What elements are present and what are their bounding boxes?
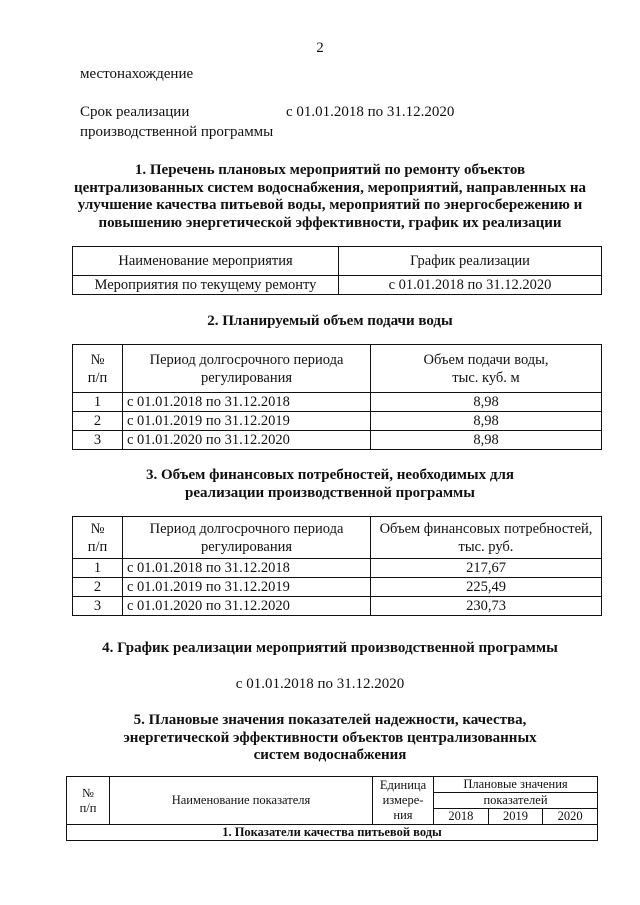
section-1-title-line: повышению энергетической эффективности, график их реализации: [98, 214, 562, 231]
row-period: с 01.01.2020 по 31.12.2020: [123, 431, 371, 450]
table-row: [73, 412, 602, 431]
section-4-period: с 01.01.2018 по 31.12.2020: [235, 676, 405, 692]
header-num: [67, 777, 110, 825]
table-row: [73, 559, 602, 578]
section-3-title-line: реализации производственной программы: [185, 484, 475, 501]
header-num-line: п/п: [87, 538, 108, 555]
page-number: 2: [316, 40, 324, 56]
measure-schedule: с 01.01.2018 по 31.12.2020: [339, 276, 602, 295]
row-value: 8,98: [371, 393, 602, 412]
section-1-title-line: улучшение качества питьевой воды, мероприятий по энергосбережению и: [77, 197, 583, 213]
table-row: [73, 431, 602, 450]
section-3-title-line: 3. Объем финансовых потребностей, необходимых для: [145, 467, 515, 483]
header-measure-name: Наименование мероприятия: [73, 247, 339, 276]
section-5-title-line: 5. Плановые значения показателей надежности, качества,: [133, 712, 527, 728]
year-2020: 2020: [543, 809, 598, 825]
section-5-title: [60, 712, 600, 765]
row-period: с 01.01.2018 по 31.12.2018: [123, 393, 371, 412]
header-period-line: Период долгосрочного периода: [149, 520, 344, 537]
section-1-title-line: централизованных систем водоснабжения, мероприятий, направленных на: [73, 179, 587, 196]
row-period: с 01.01.2019 по 31.12.2019: [123, 578, 371, 597]
section-1-title-line: 1. Перечень плановых мероприятий по ремонту объектов: [134, 162, 526, 178]
header-value: [371, 517, 602, 559]
header-unit-line: измере-: [382, 793, 424, 807]
header-value-line: тыс. куб. м: [452, 369, 520, 386]
indicators-table: [66, 776, 598, 841]
header-period: [123, 517, 371, 559]
header-num-line: п/п: [79, 800, 97, 815]
row-period: с 01.01.2019 по 31.12.2019: [123, 412, 371, 431]
finance-table: [72, 516, 602, 616]
measure-name: Мероприятия по текущему ремонту: [73, 276, 339, 295]
section-2-title: 2. Планируемый объем подачи воды: [207, 313, 453, 329]
row-period: с 01.01.2018 по 31.12.2018: [123, 559, 371, 578]
header-schedule: График реализации: [339, 247, 602, 276]
row-num: 3: [73, 597, 123, 616]
header-num-line: №: [90, 520, 105, 537]
row-value: 225,49: [371, 578, 602, 597]
location-label: местонахождение: [80, 66, 194, 82]
row-value: 230,73: [371, 597, 602, 616]
header-value: [371, 345, 602, 393]
header-unit-line: ния: [393, 808, 413, 822]
header-num: [73, 517, 123, 559]
row-value: 217,67: [371, 559, 602, 578]
row-period: с 01.01.2020 по 31.12.2020: [123, 597, 371, 616]
year-2019: 2019: [488, 809, 543, 825]
measures-table: [72, 246, 602, 295]
term-label-line2: производственной программы: [80, 124, 274, 140]
header-period-line: регулирования: [200, 369, 293, 386]
row-num: 2: [73, 578, 123, 597]
header-unit-line: Единица: [379, 778, 427, 792]
header-indicator-name: Наименование показателя: [110, 777, 373, 825]
row-num: 1: [73, 559, 123, 578]
section-4-title: 4. График реализации мероприятий производственной программы: [102, 640, 558, 656]
year-2018: 2018: [434, 809, 489, 825]
row-value: 8,98: [371, 431, 602, 450]
row-num: 3: [73, 431, 123, 450]
table-row: [73, 578, 602, 597]
row-value: 8,98: [371, 412, 602, 431]
header-value-line: Объем финансовых потребностей,: [379, 520, 593, 537]
header-num-line: п/п: [87, 369, 108, 386]
header-value-line: тыс. руб.: [458, 538, 514, 555]
header-period-line: Период долгосрочного периода: [149, 351, 344, 368]
header-period: [123, 345, 371, 393]
water-supply-table: [72, 344, 602, 450]
header-planned-sub: показателей: [434, 793, 598, 809]
term-label-line1: Срок реализации: [80, 104, 190, 120]
header-planned: Плановые значения: [434, 777, 598, 793]
section-5-title-line: систем водоснабжения: [253, 747, 407, 763]
section-1-title: [60, 162, 600, 232]
header-value-line: Объем подачи воды,: [423, 351, 549, 368]
table-row: [73, 597, 602, 616]
table-row: [73, 393, 602, 412]
header-num: [73, 345, 123, 393]
header-num-line: №: [90, 351, 105, 368]
term-value: с 01.01.2018 по 31.12.2020: [286, 104, 455, 120]
row-num: 1: [73, 393, 123, 412]
row-num: 2: [73, 412, 123, 431]
header-num-line: №: [82, 785, 94, 800]
header-period-line: регулирования: [200, 538, 293, 555]
subsection-drinking-water-quality: 1. Показатели качества питьевой воды: [67, 825, 598, 841]
section-5-title-line: энергетической эффективности объектов централизованных: [123, 729, 537, 746]
header-unit: [373, 777, 434, 825]
section-3-title: [60, 467, 600, 502]
